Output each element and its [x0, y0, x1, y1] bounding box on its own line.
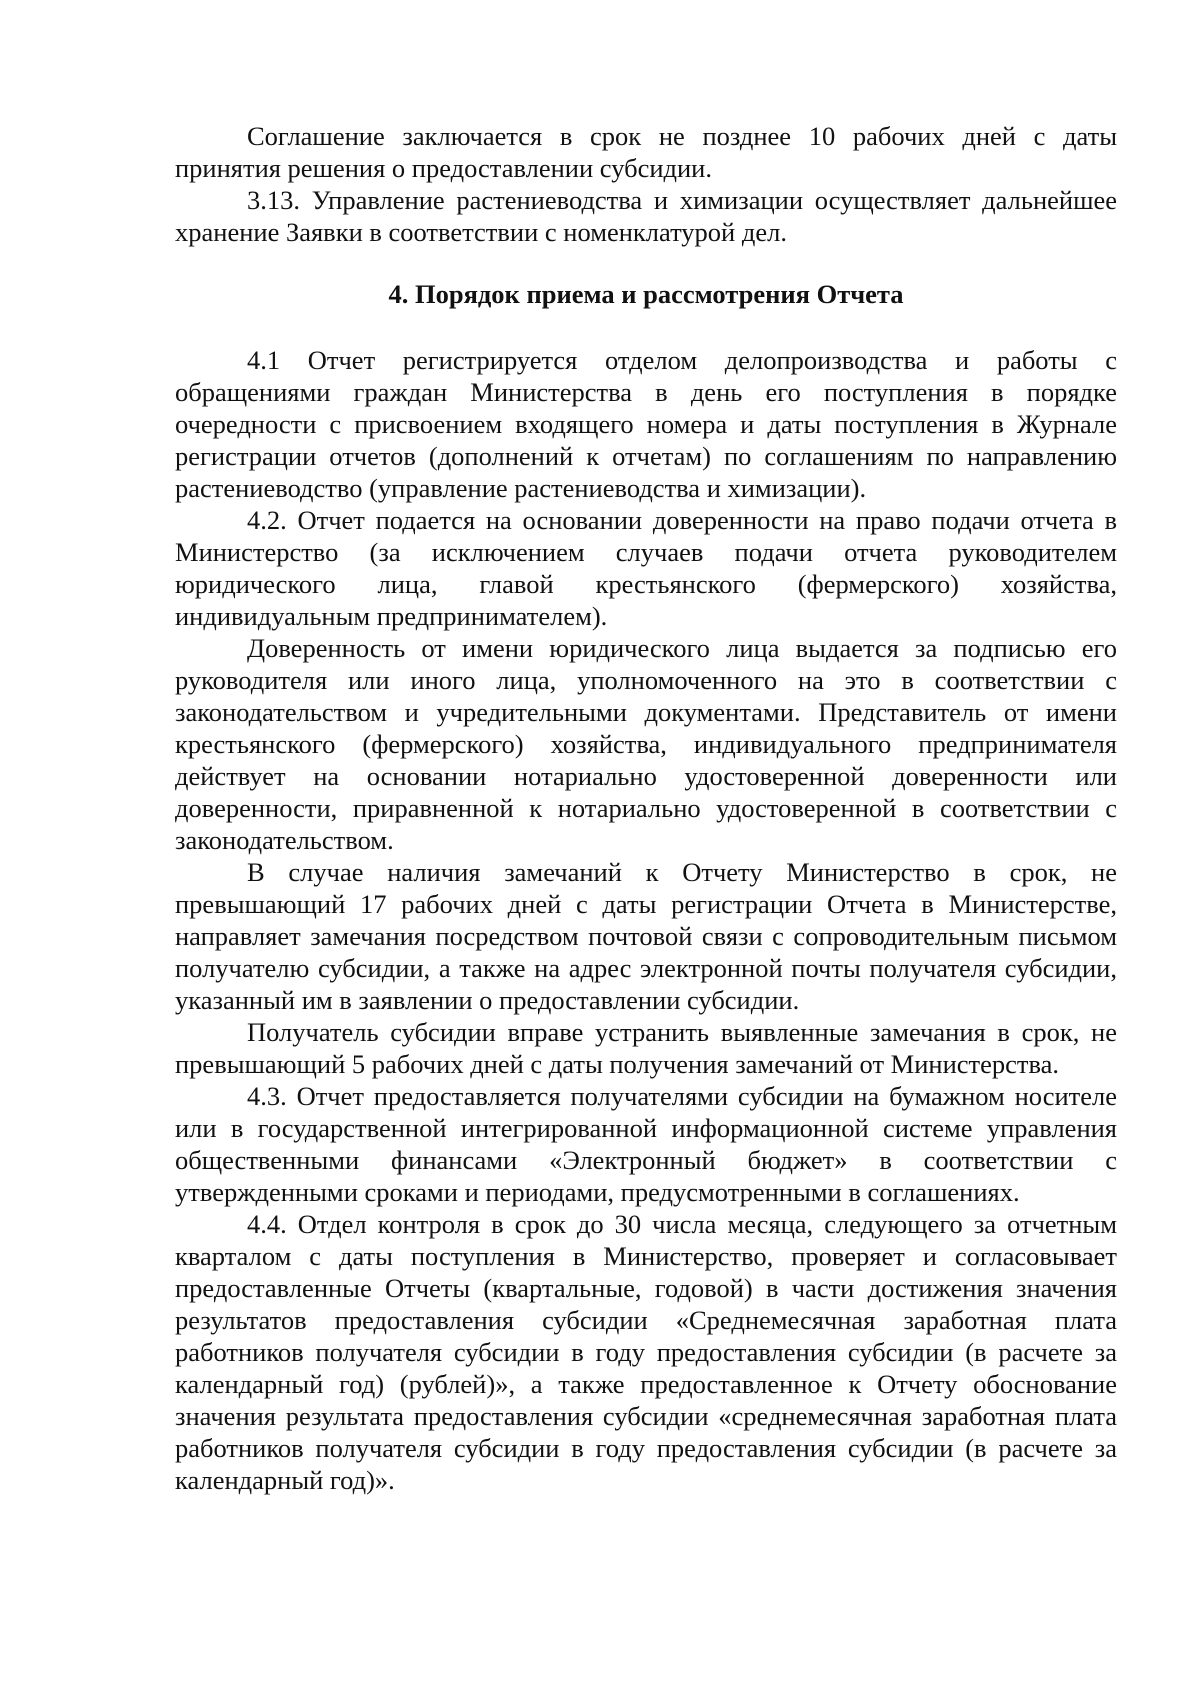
paragraph-remarks-fix: Получатель субсидии вправе устранить выявленные замечания в срок, не превышающий 5 рабочих дней с даты получения замечаний от Министерства. [175, 1017, 1117, 1079]
paragraph-4-3: 4.3. Отчет предоставляется получателями субсидии на бумажном носителе или в государственной интегрированной информационной системе управления общественными финансами «Электронный бюджет» в соответствии с утвержденными сроками и периодами, предусмотренными в соглашениях. [175, 1081, 1117, 1207]
paragraph-remarks: В случае наличия замечаний к Отчету Министерство в срок, не превышающий 17 рабочих дней с даты регистрации Отчета в Министерстве, направляет замечания посредством почтовой связи с сопроводительным письмом получателю субсидии, а также на адрес электронной почты получателя субсидии, указанный им в заявлении о предоставлении субсидии. [175, 857, 1117, 1015]
paragraph-agreement-term: Соглашение заключается в срок не позднее 10 рабочих дней с даты принятия решения о предоставлении субсидии. [175, 121, 1117, 183]
document-page [175, 120, 1117, 1496]
paragraph-3-13: 3.13. Управление растениеводства и химизации осуществляет дальнейшее хранение Заявки в соответствии с номенклатурой дел. [175, 185, 1117, 247]
paragraph-4-2: 4.2. Отчет подается на основании доверенности на право подачи отчета в Министерство (за исключением случаев подачи отчета руководителем юридического лица, главой крестьянского (фермерского) хозяйства, индивидуальным предпринимателем). [175, 505, 1117, 631]
paragraph-4-4: 4.4. Отдел контроля в срок до 30 числа месяца, следующего за отчетным кварталом с даты поступления в Министерство, проверяет и согласовывает предоставленные Отчеты (квартальные, годовой) в части достижения значения результатов предоставления субсидии «Среднемесячная заработная плата работников получателя субсидии в году предоставления субсидии (в расчете за календарный год) (рублей)», а также предоставленное к Отчету обоснование значения результата предоставления субсидии «среднемесячная заработная плата работников получателя субсидии в году предоставления субсидии (в расчете за календарный год)». [175, 1209, 1117, 1495]
paragraph-power-of-attorney: Доверенность от имени юридического лица выдается за подписью его руководителя или иного лица, уполномоченного на это в соответствии с законодательством и учредительными документами. Представитель от имени крестьянского (фермерского) хозяйства, индивидуального предпринимателя действует на основании нотариально удостоверенной доверенности или доверенности, приравненной к нотариально удостоверенной в соответствии с законодательством. [175, 633, 1117, 855]
section-title: 4. Порядок приема и рассмотрения Отчета [388, 279, 904, 309]
paragraph-4-1: 4.1 Отчет регистрируется отделом делопроизводства и работы с обращениями граждан Министерства в день его поступления в порядке очередности с присвоением входящего номера и даты поступления в Журнале регистрации отчетов (дополнений к отчетам) по соглашениям по направлению растениеводство (управление растениеводства и химизации). [175, 345, 1117, 503]
